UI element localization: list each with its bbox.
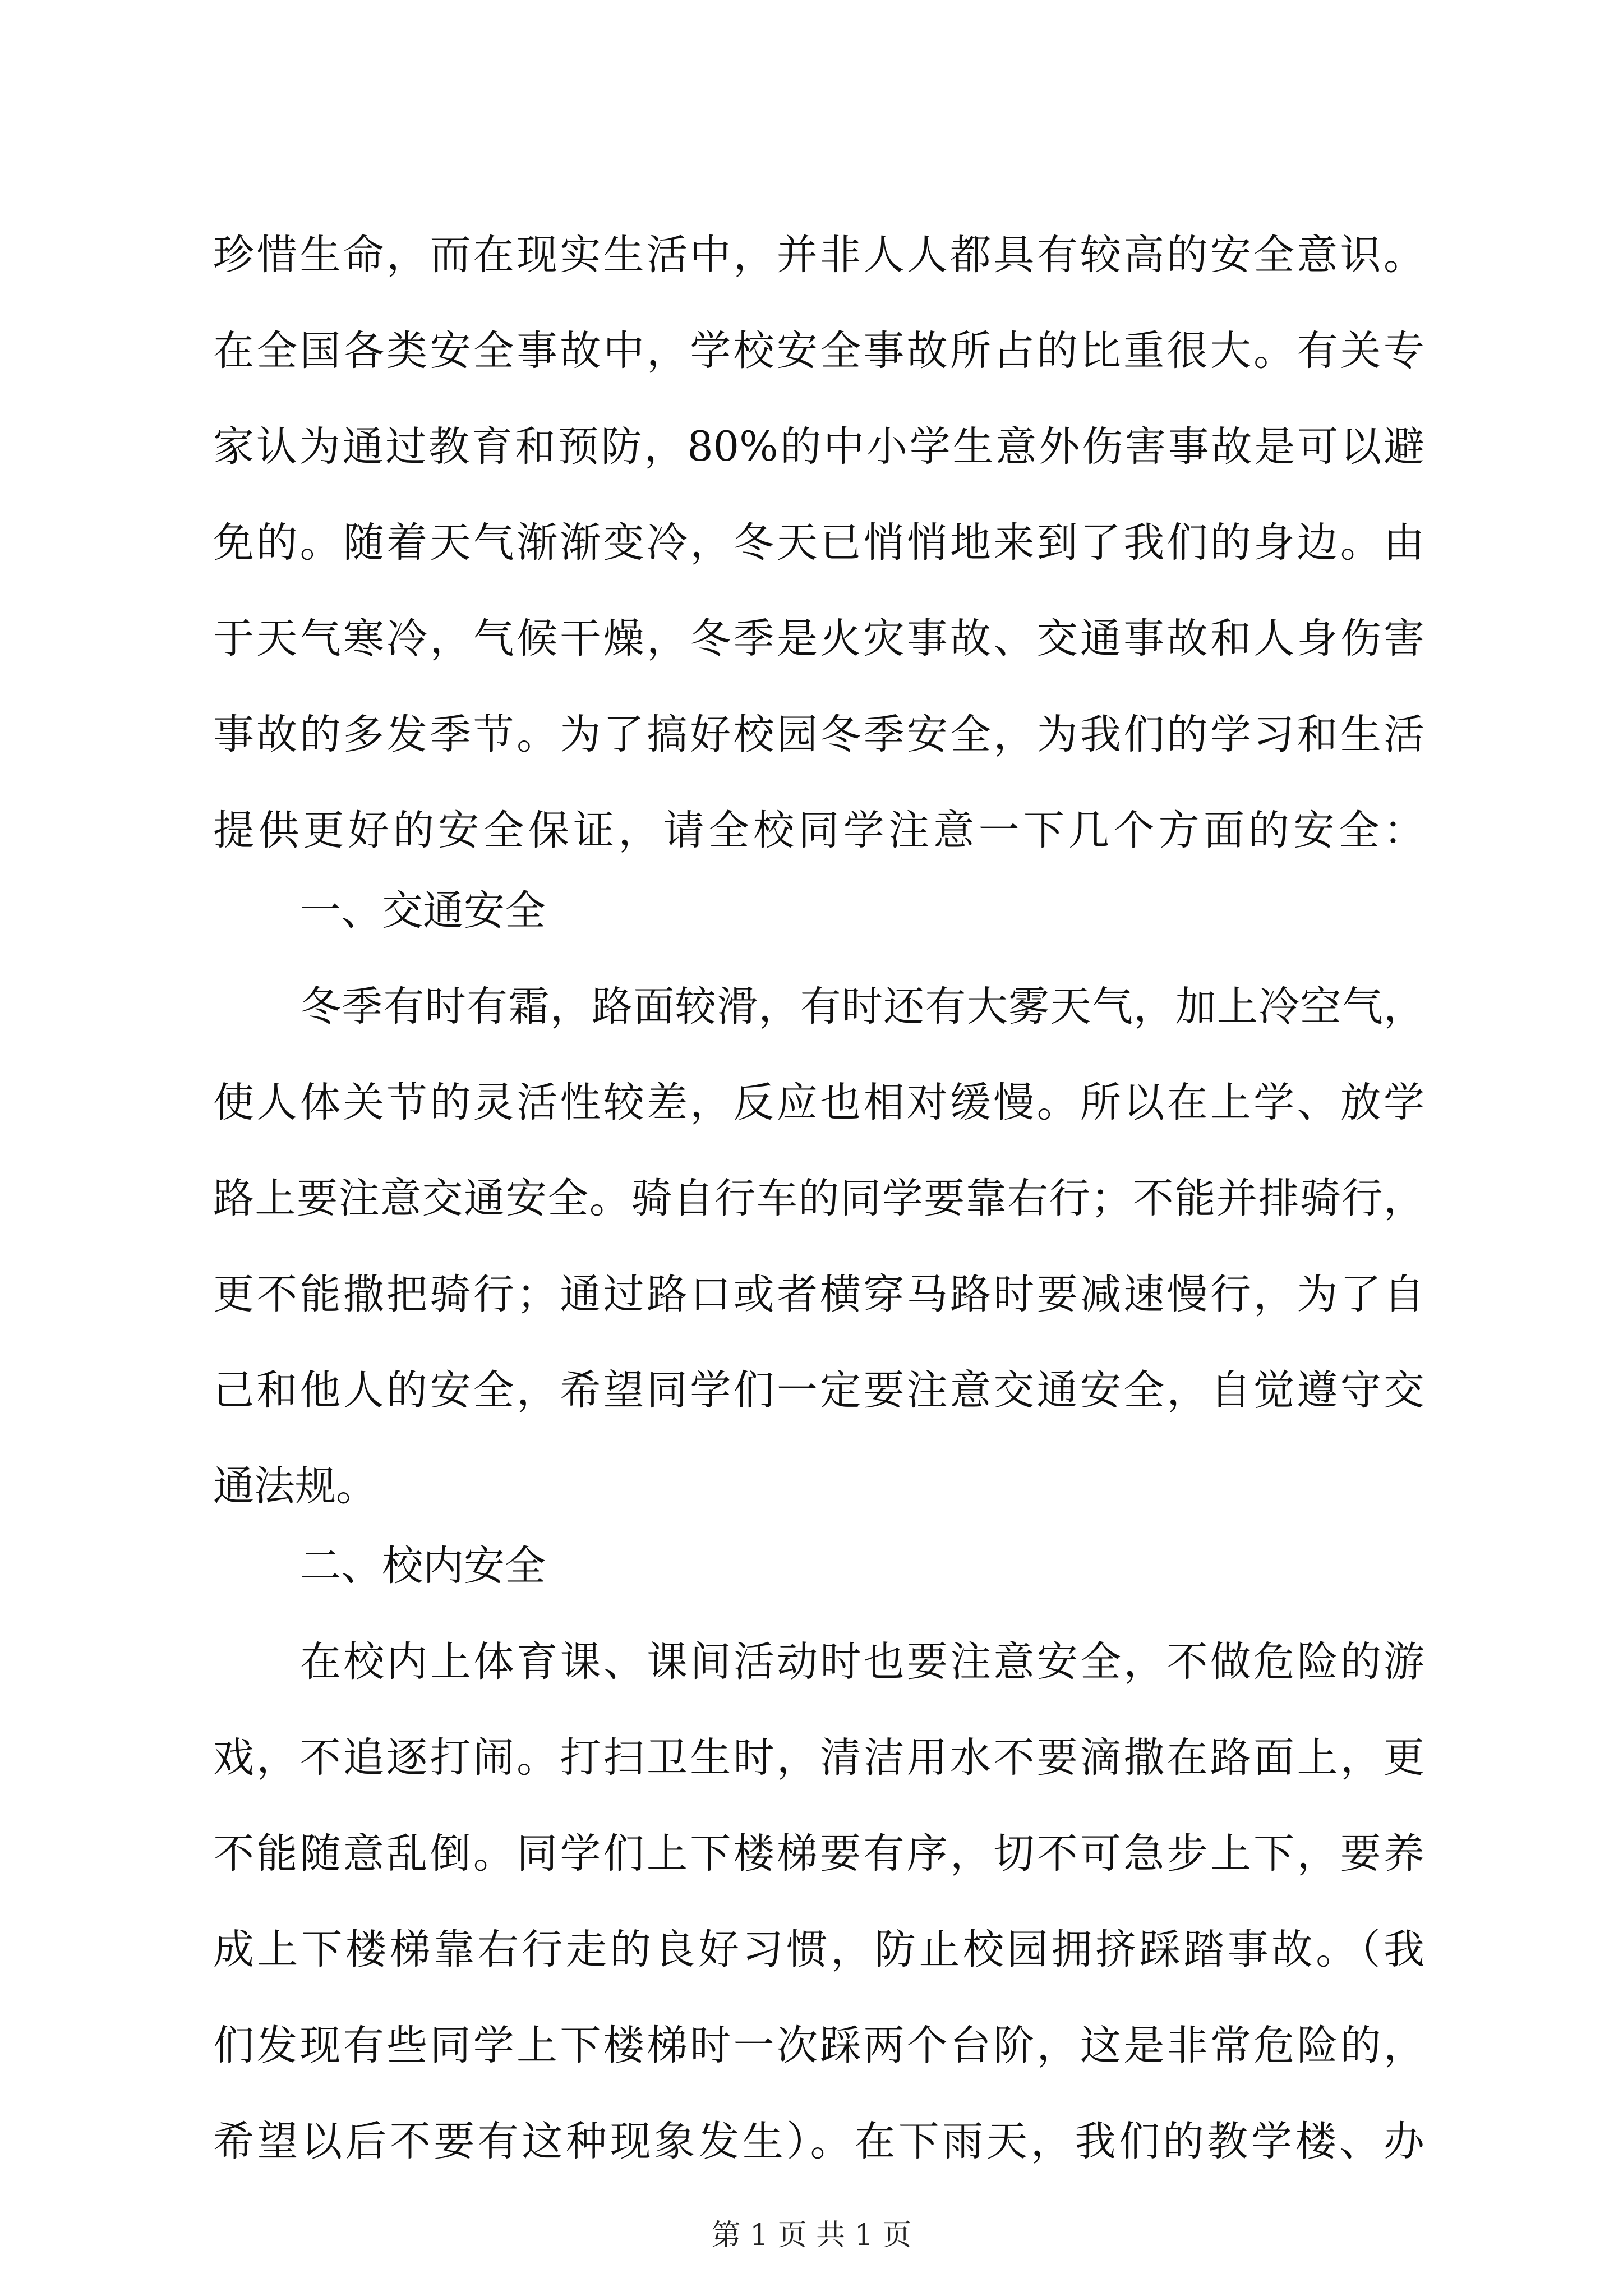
text-line: 在全国各类安全事故中，学校安全事故所占的比重很大。有关专 (213, 327, 1424, 375)
text-line: 路上要注意交通安全。骑自行车的同学要靠右行；不能并排骑行， (213, 1175, 1424, 1222)
text-line: 戏，不追逐打闹。打扫卫生时，清洁用水不要滴撒在路面上，更 (213, 1734, 1424, 1782)
text-line: 更不能撒把骑行；通过路口或者横穿马路时要减速慢行，为了自 (213, 1271, 1424, 1318)
text-line: 通法规。 (213, 1462, 377, 1510)
text-line: 冬季有时有霜，路面较滑，有时还有大雾天气，加上冷空气， (300, 983, 1424, 1030)
text-line: 希望以后不要有这种现象发生）。在下雨天，我们的教学楼、办 (213, 2118, 1424, 2165)
text-line: 使人体关节的灵活性较差，反应也相对缓慢。所以在上学、放学 (213, 1079, 1424, 1126)
text-line: 于天气寒冷，气候干燥，冬季是火灾事故、交通事故和人身伤害 (213, 615, 1424, 662)
text-line: 事故的多发季节。为了搞好校园冬季安全，为我们的学习和生活 (213, 711, 1424, 758)
text-line: 成上下楼梯靠右行走的良好习惯，防止校园拥挤踩踏事故。（我 (213, 1926, 1424, 1973)
text-line: 不能随意乱倒。同学们上下楼梯要有序，切不可急步上下，要养 (213, 1830, 1424, 1878)
text-line: 们发现有些同学上下楼梯时一次踩两个台阶，这是非常危险的， (213, 2022, 1424, 2069)
text-line: 家认为通过教育和预防，80%的中小学生意外伤害事故是可以避 (213, 423, 1424, 471)
text-line: 免的。随着天气渐渐变冷，冬天已悄悄地来到了我们的身边。由 (213, 519, 1424, 567)
section-heading-campus: 二、校内安全 (300, 1542, 546, 1590)
text-line: 珍惜生命，而在现实生活中，并非人人都具有较高的安全意识。 (213, 231, 1424, 279)
text-line: 提供更好的安全保证，请全校同学注意一下几个方面的安全： (213, 807, 1424, 854)
page-footer: 第 1 页 共 1 页 (711, 2219, 912, 2252)
text-line: 己和他人的安全，希望同学们一定要注意交通安全，自觉遵守交 (213, 1366, 1424, 1414)
section-heading-traffic: 一、交通安全 (300, 887, 546, 935)
text-line: 在校内上体育课、课间活动时也要注意安全，不做危险的游 (300, 1638, 1424, 1686)
